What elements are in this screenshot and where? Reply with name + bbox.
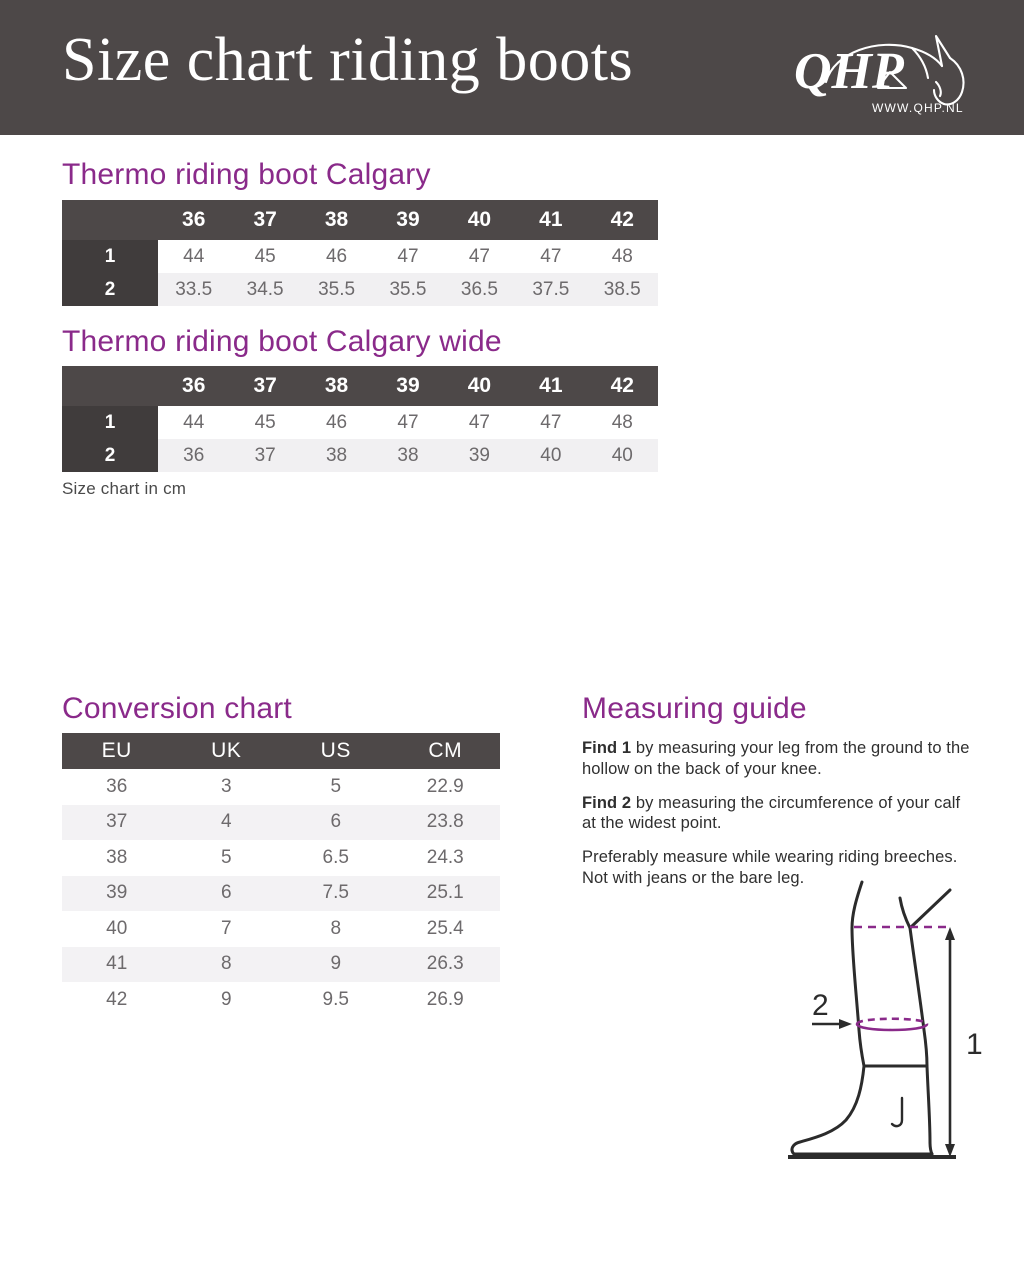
table-cell: 47 xyxy=(444,406,515,439)
col-head: 40 xyxy=(444,200,515,240)
col-head-uk: UK xyxy=(172,733,282,769)
page-title: Size chart riding boots xyxy=(62,26,634,94)
table-cell: 38 xyxy=(62,840,172,876)
table-cell: 8 xyxy=(281,911,391,947)
table-cell: 5 xyxy=(172,840,282,876)
table-cell: 35.5 xyxy=(372,273,443,306)
logo-wordmark: QHP xyxy=(794,43,904,100)
table-header-row xyxy=(62,366,658,406)
col-head: 41 xyxy=(515,366,586,406)
table-cell: 22.9 xyxy=(391,769,501,805)
table-cell: 47 xyxy=(372,240,443,273)
conversion-table xyxy=(62,733,500,1018)
qhp-logo xyxy=(786,22,986,118)
height-arrow xyxy=(945,927,955,1157)
measuring-guide-text xyxy=(582,738,974,902)
table-row xyxy=(62,982,500,1018)
table-cell: 6 xyxy=(172,876,282,912)
leg-measurement-diagram xyxy=(780,880,1020,1180)
col-head-cm: CM xyxy=(391,733,501,769)
table-cell: 41 xyxy=(62,947,172,983)
table-cell: 46 xyxy=(301,240,372,273)
table-cell: 36 xyxy=(62,769,172,805)
row-label: 1 xyxy=(62,240,158,273)
row-label: 1 xyxy=(62,406,158,439)
table-cell: 48 xyxy=(587,406,658,439)
table-corner-cell xyxy=(62,366,158,406)
col-head: 38 xyxy=(301,366,372,406)
table-row xyxy=(62,840,500,876)
measuring-guide-paragraph xyxy=(582,793,974,835)
measuring-guide-title: Measuring guide xyxy=(582,692,807,725)
table-cell: 45 xyxy=(229,240,300,273)
table-cell: 4 xyxy=(172,805,282,841)
table-cell: 45 xyxy=(229,406,300,439)
table-cell: 26.9 xyxy=(391,982,501,1018)
measuring-guide-paragraph xyxy=(582,738,974,780)
paragraph-body: Preferably measure while wearing riding breeches. Not with jeans or the bare leg. xyxy=(582,848,958,887)
conversion-chart-title: Conversion chart xyxy=(62,692,292,725)
table-cell: 5 xyxy=(281,769,391,805)
table-cell: 37 xyxy=(62,805,172,841)
height-label: 1 xyxy=(966,1028,983,1061)
table-cell: 44 xyxy=(158,240,229,273)
table-cell: 47 xyxy=(372,406,443,439)
table-row xyxy=(62,911,500,947)
table-header-row xyxy=(62,733,500,769)
table-cell: 34.5 xyxy=(229,273,300,306)
table-cell: 38 xyxy=(301,439,372,472)
table-cell: 47 xyxy=(444,240,515,273)
table-row xyxy=(62,240,658,273)
table1-title: Thermo riding boot Calgary xyxy=(62,158,431,191)
table-row xyxy=(62,439,658,472)
table2-title: Thermo riding boot Calgary wide xyxy=(62,325,502,358)
col-head: 37 xyxy=(229,366,300,406)
paragraph-lead: Find 2 xyxy=(582,793,632,812)
col-head: 39 xyxy=(372,200,443,240)
table-cell: 3 xyxy=(172,769,282,805)
table-cell: 25.1 xyxy=(391,876,501,912)
paragraph-body: by measuring your leg from the ground to the hollow on the back of your knee. xyxy=(582,739,970,778)
row-label: 2 xyxy=(62,273,158,306)
row-label: 2 xyxy=(62,439,158,472)
table-cell: 37 xyxy=(229,439,300,472)
col-head: 39 xyxy=(372,366,443,406)
page-header xyxy=(0,0,1024,135)
paragraph-body: by measuring the circumference of your calf at the widest point. xyxy=(582,793,961,833)
table-cell: 9.5 xyxy=(281,982,391,1018)
col-head: 41 xyxy=(515,200,586,240)
table-row xyxy=(62,805,500,841)
table-cell: 24.3 xyxy=(391,840,501,876)
col-head: 42 xyxy=(587,200,658,240)
table-cell: 38.5 xyxy=(587,273,658,306)
col-head-eu: EU xyxy=(62,733,172,769)
table-cell: 35.5 xyxy=(301,273,372,306)
size-table-calgary xyxy=(62,200,658,306)
paragraph-lead: Find 1 xyxy=(582,739,632,757)
table-cell: 9 xyxy=(172,982,282,1018)
table-row xyxy=(62,273,658,306)
table-cell: 48 xyxy=(587,240,658,273)
table-cell: 7.5 xyxy=(281,876,391,912)
col-head: 36 xyxy=(158,200,229,240)
col-head: 42 xyxy=(587,366,658,406)
col-head: 40 xyxy=(444,366,515,406)
col-head: 38 xyxy=(301,200,372,240)
table-cell: 25.4 xyxy=(391,911,501,947)
table-cell: 8 xyxy=(172,947,282,983)
table-cell: 42 xyxy=(62,982,172,1018)
table-row xyxy=(62,769,500,805)
table-cell: 23.8 xyxy=(391,805,501,841)
table-cell: 36 xyxy=(158,439,229,472)
table-cell: 44 xyxy=(158,406,229,439)
table-cell: 7 xyxy=(172,911,282,947)
table-cell: 40 xyxy=(587,439,658,472)
calf-ellipse-back xyxy=(857,1019,927,1024)
table-cell: 36.5 xyxy=(444,273,515,306)
table-row xyxy=(62,947,500,983)
table-cell: 33.5 xyxy=(158,273,229,306)
table-cell: 46 xyxy=(301,406,372,439)
size-chart-unit-note: Size chart in cm xyxy=(62,479,187,498)
size-table-calgary-wide xyxy=(62,366,658,472)
table-cell: 47 xyxy=(515,406,586,439)
table-row xyxy=(62,406,658,439)
table-cell: 47 xyxy=(515,240,586,273)
table-cell: 39 xyxy=(62,876,172,912)
table-cell: 9 xyxy=(281,947,391,983)
table-corner-cell xyxy=(62,200,158,240)
table-row xyxy=(62,876,500,912)
table-cell: 6.5 xyxy=(281,840,391,876)
table-cell: 37.5 xyxy=(515,273,586,306)
circumference-label: 2 xyxy=(812,989,829,1022)
col-head: 37 xyxy=(229,200,300,240)
logo-url: WWW.QHP.NL xyxy=(872,101,964,115)
col-head: 36 xyxy=(158,366,229,406)
table-cell: 38 xyxy=(372,439,443,472)
col-head-us: US xyxy=(281,733,391,769)
table-header-row xyxy=(62,200,658,240)
table-cell: 40 xyxy=(62,911,172,947)
calf-ellipse-front xyxy=(857,1024,927,1030)
table-cell: 6 xyxy=(281,805,391,841)
table-cell: 26.3 xyxy=(391,947,501,983)
table-cell: 39 xyxy=(444,439,515,472)
table-cell: 40 xyxy=(515,439,586,472)
